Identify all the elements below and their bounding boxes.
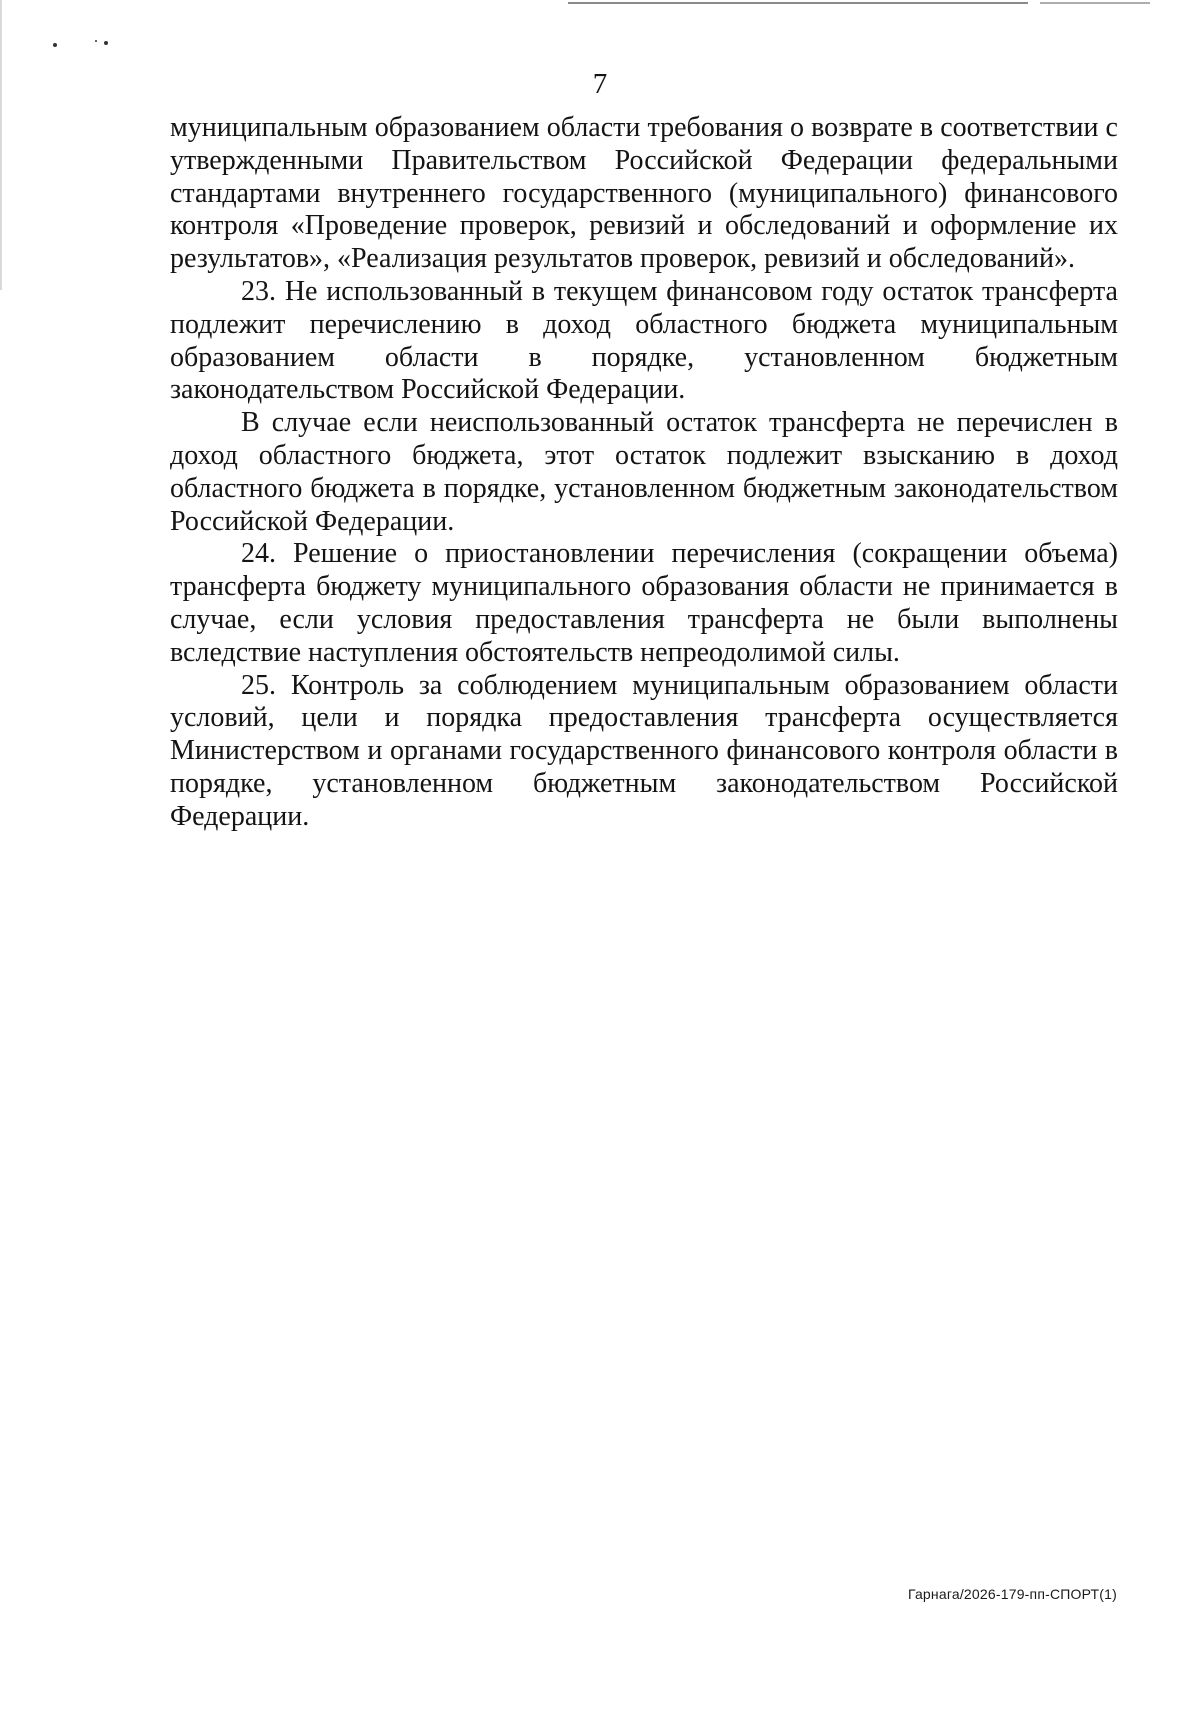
scan-artifact-speck [104,41,108,45]
scan-artifact-speck [53,43,57,47]
document-body [170,112,1118,834]
paragraph-clause-25: 25. Контроль за соблюдением муниципальным образованием области условий, цели и порядка предоставления трансферта осуществляется Министерством и органами государственного финансового контроля области в порядке, установленном бюджетным законодательством Российской Федерации. [170,669,1118,832]
document-footer-code: Гарнага/2026-179-пп-СПОРТ(1) [907,1586,1117,1602]
scan-artifact-speck [95,40,97,42]
paragraph-clause-23-cont: В случае если неиспользованный остаток трансферта не перечислен в доход областного бюджета, этот остаток подлежит взысканию в доход областного бюджета в порядке, установленном бюджетным законодательством Российской Федерации. [170,407,1118,537]
paragraph-clause-24: 24. Решение о приостановлении перечисления (сокращении объема) трансферта бюджету муниципального образования области не принимается в случае, если условия предоставления трансферта не были выполнены вследствие наступления обстоятельств непреодолимой силы. [170,538,1118,668]
paragraph-clause-23: 23. Не использованный в текущем финансовом году остаток трансферта подлежит перечислению в доход областного бюджета муниципальным образованием области в порядке, установленном бюджетным законодательством Российской Федерации. [170,275,1118,406]
page-number: 7 [592,68,608,100]
scan-artifact-edge [0,0,2,290]
paragraph-continuation: муниципальным образованием области требования о возврате в соответствии с утвержденными Правительством Российской Федерации федеральными стандартами внутреннего государственного (муниципального) финансового контроля «Проведение проверок, ревизий и обследований и оформление их результатов», «Реализация результатов проверок, ревизий и обследований». [170,112,1118,275]
scan-artifact-line [568,2,1028,4]
scan-artifact-line [1040,2,1150,4]
